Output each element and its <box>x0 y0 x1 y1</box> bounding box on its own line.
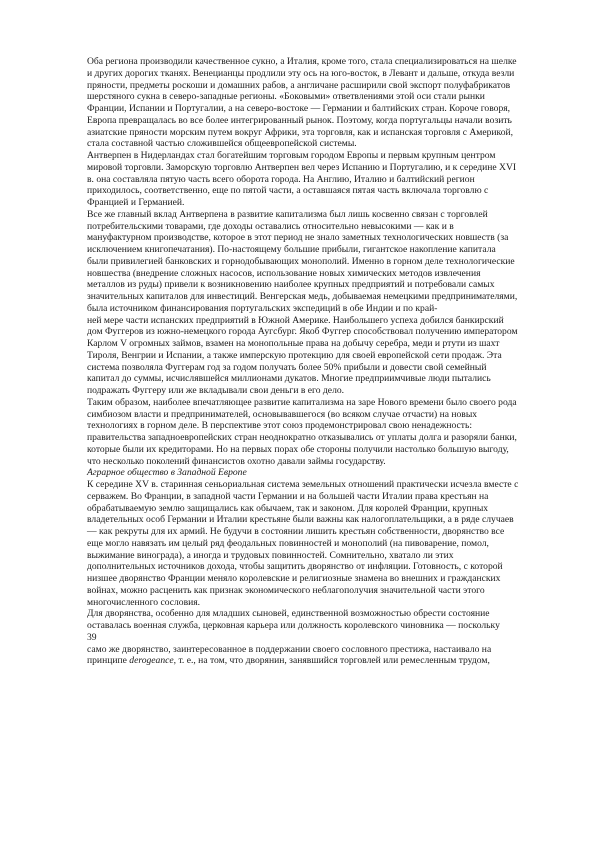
document-page <box>87 56 519 667</box>
paragraph-antwerp: Антверпен в Нидерландах стал богатейшим торговым городом Европы и первым крупным центром мировой торговли. Заморскую торговлю Антверпен вел через Испанию и Португалию, и к середине XVI в. она составляла пятую часть всего оборота города. На Англию, Италию и балтийский регион приходилось, соответственно, еще по пятой части, а оставшаяся пятая часть включала торговлю с Францией и Германией. <box>87 150 517 208</box>
paragraph-seigneurial-system: К середине XV в. старинная сеньориальная система земельных отношений практически исчезла вместе с серважем. Во Франции, в западной части Германии и на большей части Италии права крестьян на обрабатываемую землю защищались как обычаем, так и законом. Для королей Франции, крупных владетельных особ Германии и Италии крестьяне были важны как налогоплательщики, а в ряде случаев — как рекруты для их армий. Не будучи в состоянии лишить крестьян собственности, дворянство все еще могло навязать им целый ряд феодальных повинностей и монополий (на пивоварение, помол, выжимание винограда), а иногда и трудовых повинностей. Сомнительно, хватало ли этих дополнительных источников дохода, чтобы защитить дворянство от инфляции. Готовность, с которой низшее дворянство Франции меняло королевские и религиозные знамена во внешних и гражданских войнах, можно расценить как признак экономического неблагополучия значительной части этого многочисленного сословия. <box>87 479 519 608</box>
paragraph-trade-axis: Оба региона производили качественное сукно, а Италия, кроме того, стала специализироваться на шелке и других дорогих тканях. Венецианцы продлили эту ось на юго-восток, в Левант и дальше, откуда везли пряности, предметы роскоши и домашних рабов, а англичане расширили свой экспорт полуфабрикатов шерстяного сукна в северо-западные регионы. «Боковыми» ответвлениями этой оси стали рынки Франции, Испании и Португалии, а на северо-востоке — Германии и балтийских стран. Короче говоря, Европа превращалась во все более интегрированный рынок. Поэтому, когда португальцы начали возить азиатские пряности морским путем вокруг Африки, эта торговля, как и испанская торговля с Америкой, стала составной частью сложившейся общеевропейской системы. <box>87 56 517 150</box>
derogeance-text-after: т. е., на том, что дворянин, занявшийся торговлей или ремесленным трудом, <box>176 655 490 667</box>
section-heading: Аграрное общество в Западной Европе <box>87 467 247 479</box>
paragraph-symbiosis: Таким образом, наиболее впечатляющее развитие капитализма на заре Нового времени было своего рода симбиозом власти и предпринимателей, основывавшегося (во всяком случае отчасти) на новых технологиях в горном деле. В перспективе этот союз продемонстрировал свою ненадежность: правительства западноевропейских стран неоднократно отказывались от уплаты долга и разоряли банки, которые были их кредиторами. Но на первых порах обе стороны получили настолько большую выгоду, что несколько поколений финансистов охотно давали займы государству. <box>87 396 517 467</box>
paragraph-mining-banking: Все же главный вклад Антверпена в развитие капитализма был лишь косвенно связан с торговлей потребительскими товарами, где доходы оставались относительно невысокими — как и в мануфактурном производстве, которое в этот период не знало заметных технологических новшеств (за исключением книгопечатания). По-настоящему большие прибыли, гигантское накопление капитала были привилегией банковских и горнодобывающих монополий. Именно в горном деле технологические новшества (внедрение сложных насосов, использование новых химических методов извлечения металлов из руды) привели к возникновению наиболее крупных предприятий и потребовали самых значительных капиталов для инвестиций. Венгерская медь, добываемая немецкими предпринимателями, была источником финансирования португальских экспедиций в обе Индии и по край- <box>87 208 518 314</box>
derogeance-text-before: само же дворянство, заинтересованное в поддержании своего сословного престижа, настаивало на принципе <box>87 643 492 667</box>
paragraph-nobility: Для дворянства, особенно для младших сыновей, единственной возможностью обрести состояние оставалась военная служба, церковная карьера или должность королевского чиновника — поскольку <box>87 608 500 631</box>
derogeance-term: derogeance, <box>129 655 177 667</box>
page-number: 39 <box>87 631 97 643</box>
paragraph-derogeance <box>87 644 519 668</box>
paragraph-fuggers: ней мере части испанских предприятий в Южной Америке. Наибольшего успеха добился банкирский дом Фуггеров из южно-немецкого города Аугсбург. Якоб Фуггер способствовал получению императором Карлом V огромных займов, взамен на монопольные права на добычу серебра, меди и ртути из шахт Тироля, Венгрии и Испании, а также имперскую протекцию для своей европейской сети продаж. Эта система позволяла Фуггерам год за годом получать более 50% прибыли и довести свой семейный капитал до суммы, исчислявшейся миллионами дукатов. Многие предприимчивые люди пытались подражать Фуггеру или же вкладывали свои деньги в его дело. <box>87 314 518 396</box>
